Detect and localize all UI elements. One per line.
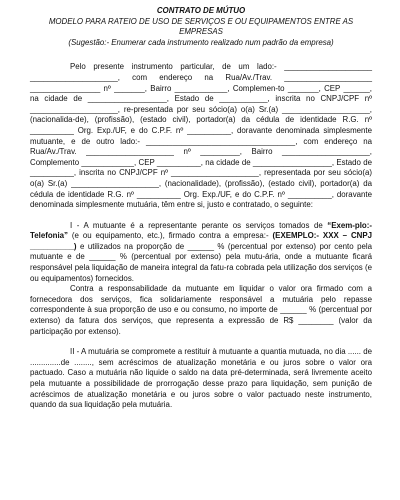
parties-paragraph: Pelo presente instrumento particular, de um lado:- ____________________ ____________________, com endereço na Rua/Av./Trav. ____________________ ________________ nº _______, Bairro ____________, Complemen-to _______, CEP ______, na cidade de __________________, Estado de ___________, inscrita no CNPJ/CPF nº ____________________, re-presentada por seu sócio(a) o(a) Sr.(a) ____________________, (nacionalida-de), (profissão), (estado civil), portador(a) da cédula de identidade R.G. nº __________ Org. Exp./UF, e do C.P.F. nº __________, doravante denominada simplesmente mutuante, e de outro lado:- __________________________________, com endereço na Rua/Av./Trav. ____________________ nº _________, Bairro ____________________, Complemento ____________, CEP __________, na cidade de __________________, Estado de __________, inscrita no CNPJ/CPF nº ____________________, representada por seu sócio(a) o(a) Sr.(a) ____________________, (nacionalidade), (profissão), (estado civil), portador(a) da cédula de identidade R.G. nº __________ Org. Exp./UF, e do C.P.F. nº __________, doravante denominada simplesmente mutuária, têm entre si, justo e contratado, o seguinte: xyxy=(30,62,372,210)
document-subtitle: MODELO PARA RATEIO DE USO DE SERVIÇOS E OU EQUIPAMENTOS ENTRE AS EMPRESAS xyxy=(48,16,354,37)
clause-1-paragraph xyxy=(30,221,372,285)
clause-1-text-c: (e ou equipamento, etc.), firmado contra a empresa:- xyxy=(68,231,273,241)
document-title: CONTRATO DE MÚTUO xyxy=(156,6,246,15)
clause-1-example-service: “Exem-plo:- Telefonia” xyxy=(30,220,372,241)
document-header xyxy=(30,6,372,48)
document-body xyxy=(30,62,372,410)
clause-1-responsibility-paragraph: Contra a responsabilidade da mutuante em liquidar o valor ora firmado com a fornecedora dos serviços, fica solidariamente responsável a mutuária pelo repasse correspondente à sua proporção de uso e ou consumo, no importe de ______ % (percentual por extenso) da fatura dos serviços, que representa a expressão de R$ ________ (valor da participação por extenso). xyxy=(30,284,372,336)
clause-2-paragraph: II - A mutuária se compromete a restituir à mutuante a quantia mutuada, no dia ...... de ..............de ........, sem acréscimos de atualização monetária e ou juros sobre o valor ora pactuado. Caso a mutuária não liquide o saldo na data pré-determinada, será livremente aceito pela mutuante a possibilidade de prorrogação desse prazo para liquidação, sem punição de acréscimos de atualização monetária e ou juros sobre o valor pactuado neste instrumento, quando da sua liquidação pela mutuária. xyxy=(30,347,372,410)
clause-1-text-e: e utilizados na proporção de ______ % (percentual por extenso) por cento pela mutuante e de ______ % (percentual por extenso) pela mutu-ária, onde a mutuante ficará responsável pela liquidação de maneira integral da fatu-ra cobrada pela utilização dos serviços (e ou equipamentos) fornecidos. xyxy=(30,241,372,283)
clause-1-example-company: (EXEMPLO:- XXX – CNPJ __________) xyxy=(30,231,372,251)
document-note: (Sugestão:- Enumerar cada instrumento realizado num padrão da empresa) xyxy=(68,37,334,47)
clause-1-text-a: I - A mutuante é a representante perante os serviços tomados de xyxy=(70,220,328,230)
